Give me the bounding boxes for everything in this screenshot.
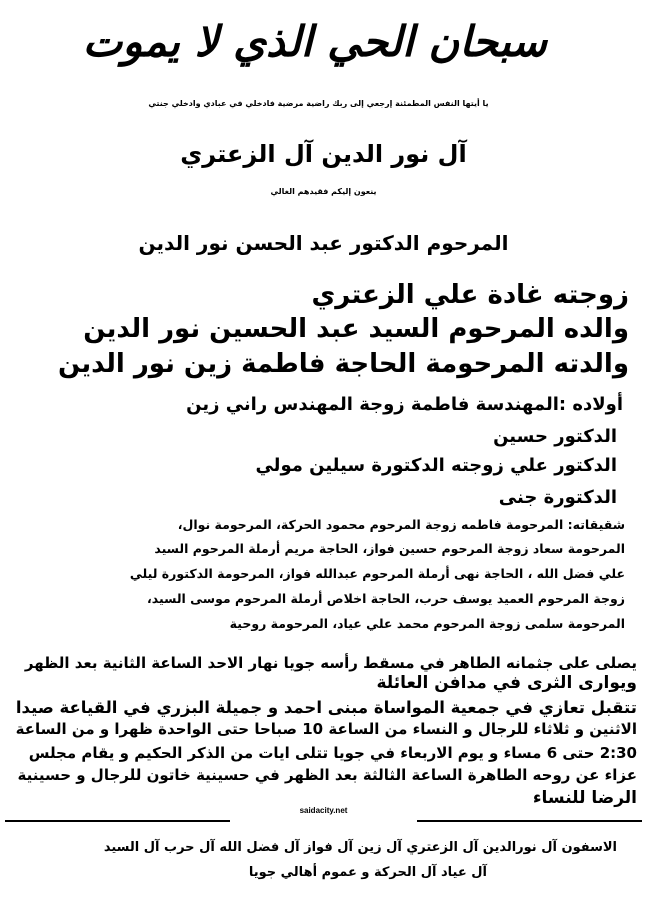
sisters-line: زوجة المرحوم العميد يوسف حرب، الحاجة اخلاص أرملة المرحوم موسى السيد، [147,591,625,606]
divider-left [5,820,230,822]
relative-father: والده المرحوم السيد عبد الحسين نور الدين [83,314,629,344]
sisters-line: المرحومة سعاد زوجة المرحوم حسين فواز، الحاجة مريم أرملة المرحوم السيد [154,541,625,556]
funeral-line: تتقبل تعازي في جمعية المواساة مبنى احمد و جميلة البزري في القياعة صيدا [15,698,637,717]
sisters-line: المرحومة سلمى زوجة المرحوم محمد علي عياد، المرحومة روحية [229,616,625,631]
funeral-line: الاثنين و ثلاثاء للرجال و النساء من الساعة 10 صباحا حتى الواحدة ظهرا و من الساعة [15,720,637,738]
calligraphy-header: سبحان الحي الذي لا يموت [82,17,547,66]
mourners-line: آل عياد آل الحركة و عموم أهالي جويا [248,865,487,880]
funeral-line: عزاء عن روحه الطاهرة الساعة الثالثة بعد الظهر في حسينية خاتون للرجال و حسينية [17,766,637,784]
child-line: الدكتورة جنى [498,487,617,508]
sisters-line: شقيقاته: المرحومة فاطمه زوجة المرحوم محمود الحركة، المرحومة نوال، [177,517,625,532]
funeral-line: الرضا للنساء [532,788,637,808]
divider-right [417,820,642,822]
quran-verse: يا أيتها النفس المطمئنة إرجعي إلى ربك راضية مرضية فادخلي في عبادي وادخلي جنتي [148,99,489,108]
child-line: الدكتور حسين [493,426,617,447]
child-line: أولاده :المهندسة فاطمة زوجة المهندس راني زين [186,394,623,415]
child-line: الدكتور علي زوجته الدكتورة سيلين مولي [255,455,617,476]
announcement-line: ينعون إليكم فقيدهم الغالي [270,187,377,196]
funeral-line: ويوارى الثرى في مدافن العائلة [376,673,637,693]
family-name: آل نور الدين آل الزعتري [180,140,467,168]
mourners-line: الاسفون آل نورالدين آل الزعتري آل زين آل فواز آل فضل الله آل حرب آل السيد [103,840,617,855]
relative-mother: والدته المرحومة الحاجة فاطمة زين نور الدين [57,349,629,379]
funeral-line: يصلى على جثمانه الطاهر في مسقط رأسه جويا نهار الاحد الساعة الثانية بعد الظهر [24,654,637,672]
deceased-name: المرحوم الدكتور عبد الحسن نور الدين [138,231,509,255]
website-link[interactable]: saidacity.net [299,806,348,815]
sisters-line: علي فضل الله ، الحاجة نهى أرملة المرحوم عبدالله فواز، المرحومة الدكتورة ليلي [129,566,625,581]
relative-wife: زوجته غادة علي الزعتري [311,280,629,310]
funeral-line: 2:30 حتى 6 مساء و يوم الاربعاء في جويا تتلى ايات من الذكر الحكيم و يقام مجلس [28,744,637,762]
